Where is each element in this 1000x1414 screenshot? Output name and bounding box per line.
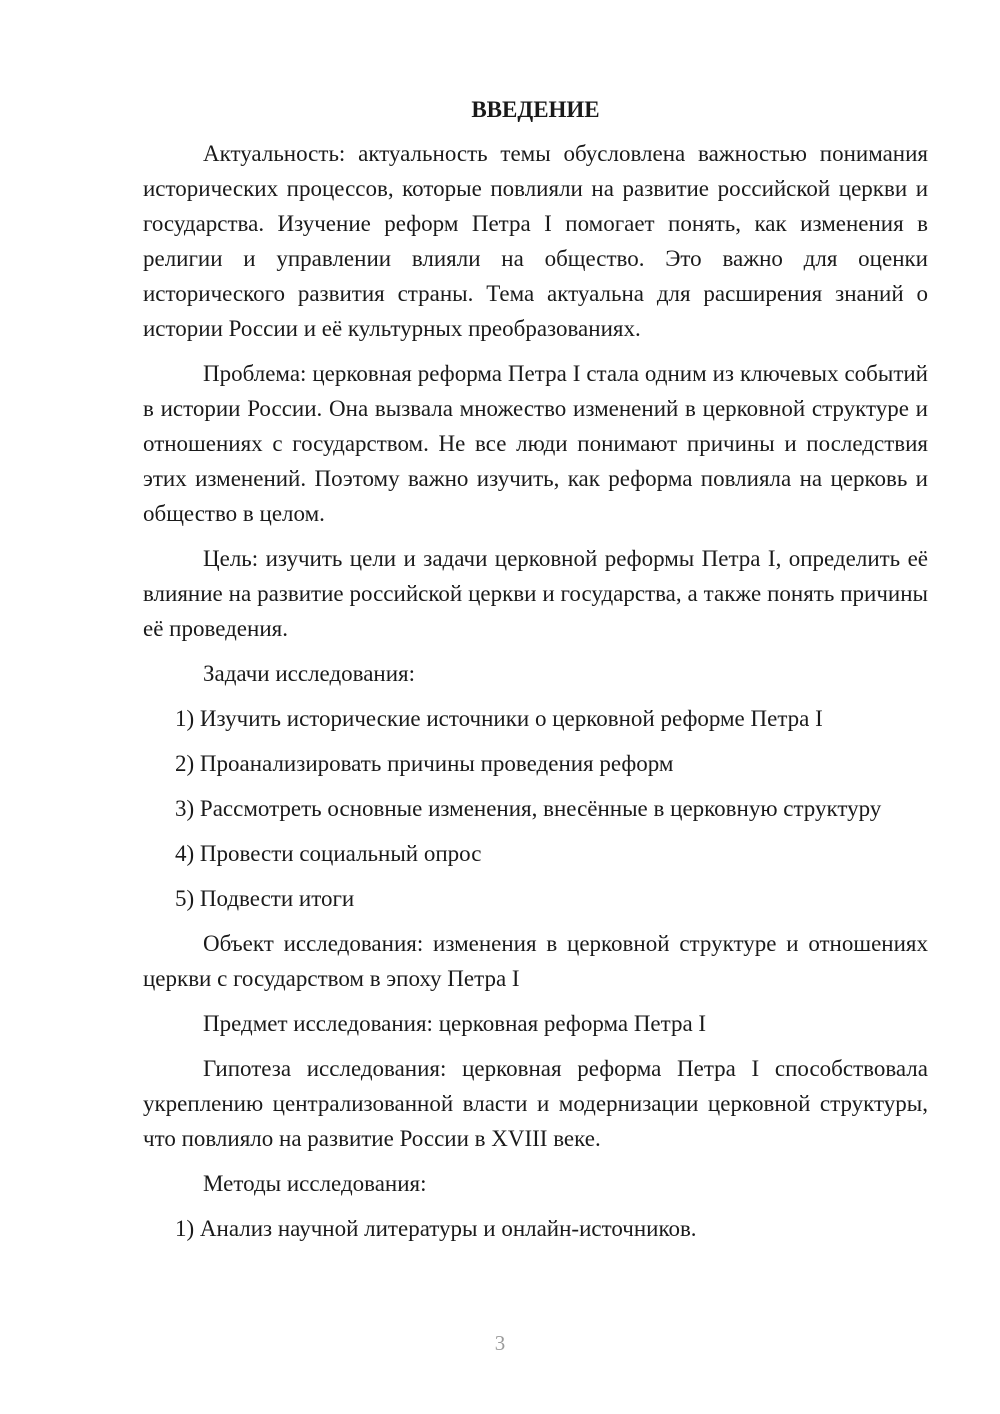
paragraph: Предмет исследования: церковная реформа Петра I: [203, 1011, 707, 1036]
list-item: 1) Анализ научной литературы и онлайн-источников.: [175, 1216, 697, 1241]
paragraph: Гипотеза исследования: церковная реформа Петра I способствовала укреплению централизованной власти и модернизации церковной структуры, что повлияло на развитие России в XVIII веке.: [143, 1056, 928, 1151]
list-item: 5) Подвести итоги: [175, 886, 355, 911]
page-number: 3: [494, 1331, 506, 1355]
section-title: ВВЕДЕНИЕ: [471, 97, 600, 122]
paragraph: Цель: изучить цели и задачи церковной реформы Петра I, определить её влияние на развитие российской церкви и государства, а также понять причины её проведения.: [143, 546, 928, 641]
page-content: [143, 96, 928, 1256]
list-item: 2) Проанализировать причины проведения реформ: [175, 751, 674, 776]
list-item: 1) Изучить исторические источники о церковной реформе Петра I: [175, 706, 823, 731]
paragraph-list: [143, 136, 928, 1246]
list-item: 3) Рассмотреть основные изменения, внесённые в церковную структуру: [175, 796, 882, 821]
paragraph: Проблема: церковная реформа Петра I стала одним из ключевых событий в истории России. Она вызвала множество изменений в церковной структуре и отношениях с государством. Не все люди понимают причины и последствия этих изменений. Поэтому важно изучить, как реформа повлияла на церковь и общество в целом.: [143, 361, 928, 526]
paragraph: Задачи исследования:: [203, 661, 416, 686]
paragraph: Объект исследования: изменения в церковной структуре и отношениях церкви с государством в эпоху Петра I: [143, 931, 928, 991]
paragraph: Актуальность: актуальность темы обусловлена важностью понимания исторических процессов, которые повлияли на развитие российской церкви и государства. Изучение реформ Петра I помогает понять, как изменения в религии и управлении влияли на общество. Это важно для оценки исторического развития страны. Тема актуальна для расширения знаний о истории России и её культурных преобразованиях.: [143, 141, 928, 341]
list-item: 4) Провести социальный опрос: [175, 841, 482, 866]
paragraph: Методы исследования:: [203, 1171, 427, 1196]
